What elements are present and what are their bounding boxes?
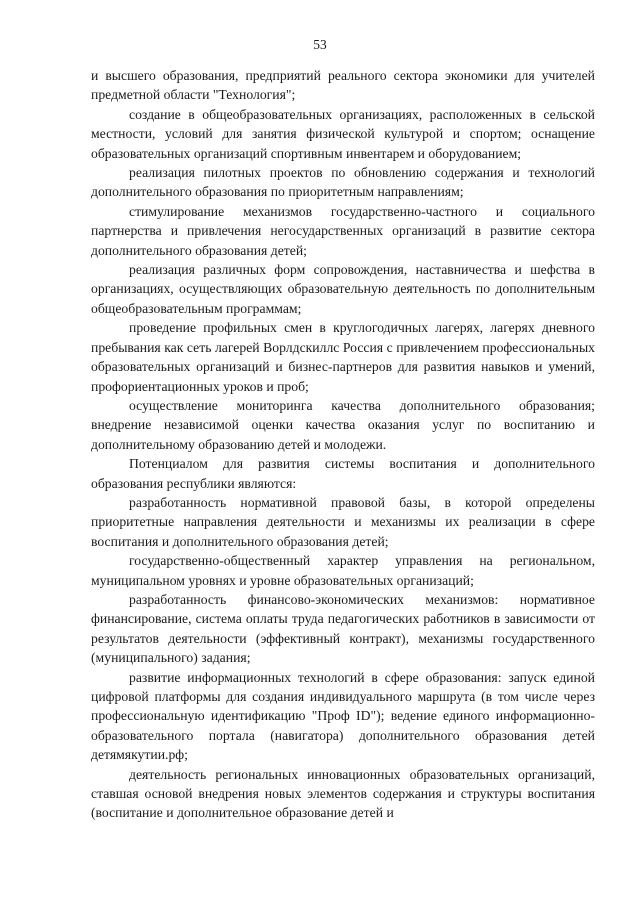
paragraph: осуществление мониторинга качества дополнительного образования; внедрение независимой оценки качества оказания услуг по воспитанию и дополнительному образованию детей и молодежи. (91, 397, 595, 452)
paragraph: и высшего образования, предприятий реального сектора экономики для учителей предметной области "Технология"; (91, 68, 595, 103)
paragraph: реализация различных форм сопровождения, наставничества и шефства в организациях, осуществляющих образовательную деятельность по дополнительным общеобразовательным программам; (91, 262, 595, 316)
paragraph: государственно-общественный характер управления на региональном, муниципальном уровнях и уровне образовательных организаций; (91, 553, 595, 588)
paragraph: развитие информационных технологий в сфере образования: запуск единой цифровой платформы для создания индивидуального маршрута (в том числе через профессиональную идентификацию "Проф ID"); ведение единого информационно-образовательного портала (навигатора) дополнительного образования детей детямякутии.рф; (91, 669, 595, 763)
paragraph: Потенциалом для развития системы воспитания и дополнительного образования республики являются: (91, 456, 595, 491)
paragraph: создание в общеобразовательных организациях, расположенных в сельской местности, условий для занятия физической культурой и спортом; оснащение образовательных организаций спортивным инвентарем и оборудованием; (91, 106, 595, 161)
body-text (91, 66, 595, 823)
paragraph: стимулирование механизмов государственно-частного и социального партнерства и привлечения негосударственных организаций в развитие сектора дополнительного образования детей; (91, 203, 595, 258)
paragraph: реализация пилотных проектов по обновлению содержания и технологий дополнительного образования по приоритетным направлениям; (91, 165, 595, 200)
page-number: 53 (313, 37, 327, 52)
paragraph: разработанность нормативной правовой базы, в которой определены приоритетные направления деятельности и механизмы их реализации в сфере воспитания и дополнительного образования детей; (91, 494, 595, 549)
paragraph: разработанность финансово-экономических механизмов: нормативное финансирование, система оплаты труда педагогических работников в зависимости от результатов деятельности (эффективный контракт), механизмы государственного (муниципального) задания; (91, 591, 595, 666)
paragraph: деятельность региональных инновационных образовательных организаций, ставшая основой внедрения новых элементов содержания и структуры воспитания (воспитание и дополнительное образование детей и (91, 766, 595, 821)
paragraph: проведение профильных смен в круглогодичных лагерях, лагерях дневного пребывания как сеть лагерей Ворлдскиллс Россия с привлечением профессиональных образовательных организаций и бизнес-партнеров для развития навыков и умений, профориентационных уроков и проб; (91, 320, 595, 394)
